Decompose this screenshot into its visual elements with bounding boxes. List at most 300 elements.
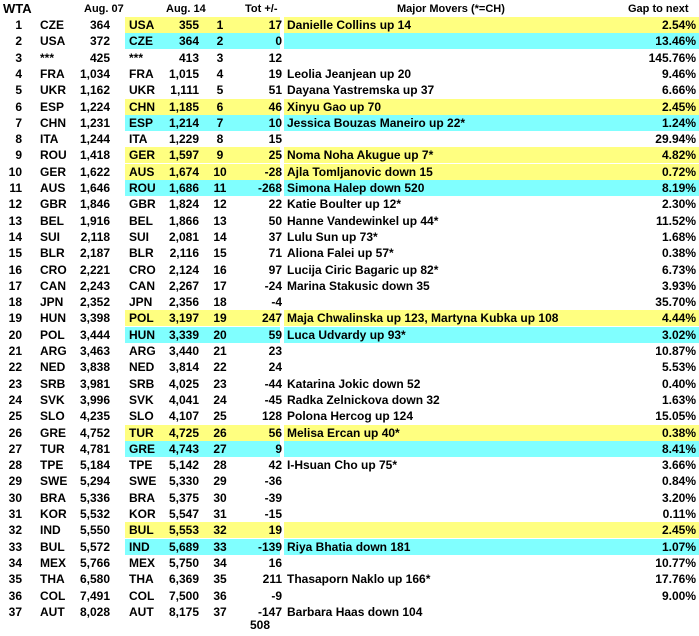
country-aug14-cell: SRB xyxy=(129,376,155,391)
major-mover-cell xyxy=(287,473,627,489)
country-aug14-cell: JPN xyxy=(129,295,153,310)
gap-to-next-cell: 35.70% xyxy=(655,295,696,310)
rank-aug14-cell: 31 xyxy=(213,507,227,521)
country-aug07-cell: SLO xyxy=(40,409,65,424)
country-aug14-cell: GRE xyxy=(129,441,156,456)
country-aug07-cell: GRE xyxy=(40,425,67,440)
table-row xyxy=(0,196,699,212)
gap-to-next-cell: 10.77% xyxy=(655,555,696,570)
points-aug07-cell: 3,398 xyxy=(79,311,110,326)
country-aug14-cell: ITA xyxy=(129,132,148,147)
country-aug07-cell: JPN xyxy=(40,295,64,310)
points-aug14-cell: 1,866 xyxy=(168,213,199,228)
header-tot: Tot +/- xyxy=(245,3,278,15)
rank-aug14-cell: 7 xyxy=(216,115,224,130)
points-aug07-cell: 3,996 xyxy=(79,392,110,407)
rank-aug14-cell: 36 xyxy=(213,588,227,603)
rank-cell: 16 xyxy=(8,262,22,277)
gap-to-next-cell: 8.41% xyxy=(661,441,696,456)
country-aug07-cell: ROU xyxy=(40,148,67,163)
rank-cell: 26 xyxy=(8,425,22,440)
rank-aug14-cell: 33 xyxy=(213,539,227,554)
table-row xyxy=(0,490,699,506)
country-aug07-cell: NED xyxy=(40,360,66,375)
gap-to-next-cell: 1.68% xyxy=(661,229,696,244)
rank-cell: 11 xyxy=(9,181,22,195)
total-change-cell: -36 xyxy=(264,474,282,489)
points-aug14-cell: 413 xyxy=(178,50,199,65)
country-aug07-cell: SUI xyxy=(40,229,61,244)
table-row xyxy=(0,278,699,294)
rank-cell: 10 xyxy=(8,164,22,179)
points-aug14-cell: 1,674 xyxy=(168,164,199,179)
points-aug14-cell: 2,124 xyxy=(168,262,199,277)
points-aug14-cell: 1,111 xyxy=(170,83,199,98)
major-mover-cell: Noma Noha Akugue up 7* xyxy=(287,148,434,163)
points-aug07-cell: 2,243 xyxy=(79,278,110,293)
total-change-cell: 56 xyxy=(268,425,282,440)
gap-to-next-cell: 6.66% xyxy=(661,83,696,98)
country-aug14-cell: MEX xyxy=(129,555,156,570)
gap-to-next-cell: 10.87% xyxy=(655,344,696,358)
country-aug07-cell: CAN xyxy=(40,278,66,293)
table-row xyxy=(0,310,699,326)
major-mover-cell: Katie Boulter up 12* xyxy=(287,197,402,212)
table-row xyxy=(0,17,699,33)
table-row xyxy=(0,522,699,538)
country-aug14-cell: CZE xyxy=(129,34,153,49)
country-aug14-cell: CRO xyxy=(129,262,156,277)
gap-to-next-cell: 1.07% xyxy=(661,539,696,554)
country-aug07-cell: GER xyxy=(40,164,67,179)
gap-to-next-cell: 13.46% xyxy=(655,34,696,49)
total-change-cell: 19 xyxy=(268,523,282,538)
table-row xyxy=(0,343,699,359)
points-aug07-cell: 1,231 xyxy=(79,115,110,130)
rank-cell: 21 xyxy=(8,344,22,358)
major-mover-cell: Radka Zelnickova down 32 xyxy=(287,392,440,407)
country-aug07-cell: AUT xyxy=(40,604,65,619)
total-change-cell: 25 xyxy=(268,148,282,163)
country-aug14-cell: HUN xyxy=(129,327,155,342)
table-row xyxy=(0,33,699,49)
table-row xyxy=(0,539,699,555)
country-aug07-cell: TPE xyxy=(40,458,64,473)
rank-cell: 30 xyxy=(8,490,22,505)
rank-aug14-cell: 19 xyxy=(213,311,227,326)
points-aug14-cell: 1,015 xyxy=(168,66,199,81)
gap-to-next-cell: 4.82% xyxy=(661,148,696,163)
points-aug07-cell: 372 xyxy=(89,34,110,49)
points-aug14-cell: 5,375 xyxy=(168,490,199,505)
country-aug14-cell: CAN xyxy=(129,278,155,293)
gap-to-next-cell: 2.54% xyxy=(661,18,696,32)
rank-aug14-cell: 9 xyxy=(216,148,224,163)
points-aug07-cell: 2,118 xyxy=(80,229,110,244)
country-aug07-cell: GBR xyxy=(40,197,67,212)
points-aug07-cell: 2,221 xyxy=(79,262,110,277)
points-aug14-cell: 3,339 xyxy=(168,327,199,342)
rank-cell: 4 xyxy=(15,66,22,81)
country-aug14-cell: KOR xyxy=(129,507,156,521)
total-change-cell: 51 xyxy=(268,83,282,98)
gap-to-next-cell: 145.76% xyxy=(648,50,696,65)
rank-aug14-cell: 28 xyxy=(213,458,227,473)
major-mover-cell xyxy=(287,506,627,522)
points-aug07-cell: 4,752 xyxy=(79,425,110,440)
total-change-cell: -15 xyxy=(264,507,282,521)
points-aug14-cell: 3,197 xyxy=(168,311,199,326)
country-aug07-cell: KOR xyxy=(40,507,67,521)
country-aug14-cell: SVK xyxy=(129,392,154,407)
country-aug07-cell: BRA xyxy=(40,490,66,505)
major-mover-cell: I-Hsuan Cho up 75* xyxy=(287,458,398,473)
points-aug07-cell: 1,244 xyxy=(79,132,110,147)
major-mover-cell xyxy=(287,343,627,359)
total-change-cell: 71 xyxy=(268,246,282,261)
gap-to-next-cell: 17.76% xyxy=(655,572,696,587)
gap-to-next-cell: 4.44% xyxy=(661,311,696,326)
points-aug14-cell: 8,175 xyxy=(168,604,199,619)
table-row xyxy=(0,164,699,180)
country-aug14-cell: ARG xyxy=(129,344,156,358)
header-aug14: Aug. 14 xyxy=(166,3,206,15)
rank-aug14-cell: 25 xyxy=(213,409,227,424)
points-aug14-cell: 2,116 xyxy=(169,246,199,261)
country-aug07-cell: IND xyxy=(40,523,61,538)
gap-to-next-cell: 3.93% xyxy=(661,278,696,293)
rank-cell: 34 xyxy=(8,555,22,570)
gap-to-next-cell: 6.73% xyxy=(661,262,696,277)
country-aug14-cell: POL xyxy=(129,311,154,326)
total-change-cell: -4 xyxy=(271,295,282,310)
country-aug07-cell: *** xyxy=(40,50,55,65)
country-aug07-cell: AUS xyxy=(40,181,66,195)
country-aug07-cell: SVK xyxy=(40,392,65,407)
points-aug07-cell: 1,418 xyxy=(79,148,110,163)
points-aug14-cell: 2,267 xyxy=(168,278,199,293)
table-row xyxy=(0,66,699,82)
points-aug14-cell: 1,229 xyxy=(168,132,199,147)
rank-aug14-cell: 6 xyxy=(216,99,224,114)
rank-cell: 3 xyxy=(15,50,22,65)
gap-to-next-cell: 0.38% xyxy=(661,246,696,261)
country-aug07-cell: ITA xyxy=(40,132,59,147)
rank-aug14-cell: 16 xyxy=(213,262,227,277)
country-aug14-cell: TUR xyxy=(129,425,154,440)
rank-aug14-cell: 22 xyxy=(213,360,227,375)
points-aug14-cell: 2,081 xyxy=(168,229,199,244)
total-change-cell: 10 xyxy=(268,115,282,130)
rank-cell: 7 xyxy=(15,115,22,130)
gap-to-next-cell: 15.05% xyxy=(655,409,696,424)
table-row xyxy=(0,294,699,310)
country-aug14-cell: FRA xyxy=(129,66,154,81)
table-row xyxy=(0,99,699,115)
total-change-cell: 12 xyxy=(268,50,282,65)
major-mover-cell: Luca Udvardy up 93* xyxy=(287,327,406,342)
rank-cell: 31 xyxy=(8,507,22,521)
total-change-cell: 22 xyxy=(268,197,282,212)
total-change-cell: 16 xyxy=(268,555,282,570)
table-row xyxy=(0,147,699,163)
points-aug14-cell: 364 xyxy=(178,34,199,49)
country-aug07-cell: SRB xyxy=(40,376,66,391)
points-aug14-cell: 2,356 xyxy=(168,295,199,310)
rank-aug14-cell: 30 xyxy=(213,490,227,505)
country-aug14-cell: GER xyxy=(129,148,156,163)
major-mover-cell: Hanne Vandewinkel up 44* xyxy=(287,213,439,228)
total-change-cell: 46 xyxy=(268,99,282,114)
rank-cell: 24 xyxy=(8,392,22,407)
country-aug07-cell: UKR xyxy=(40,83,66,98)
country-aug14-cell: CHN xyxy=(129,99,155,114)
major-mover-cell: Xinyu Gao up 70 xyxy=(287,99,382,114)
points-aug07-cell: 5,572 xyxy=(79,539,110,554)
rank-cell: 33 xyxy=(8,539,22,554)
country-aug14-cell: USA xyxy=(129,18,155,32)
total-change-cell: -24 xyxy=(264,278,282,293)
points-aug07-cell: 6,580 xyxy=(79,572,110,587)
points-aug14-cell: 3,440 xyxy=(168,344,199,358)
points-aug07-cell: 1,846 xyxy=(79,197,110,212)
rank-cell: 25 xyxy=(8,409,22,424)
rank-aug14-cell: 8 xyxy=(216,132,224,147)
rank-cell: 37 xyxy=(8,604,22,619)
points-aug07-cell: 5,766 xyxy=(79,555,110,570)
rank-aug14-cell: 13 xyxy=(213,213,227,228)
header-movers: Major Movers (*=CH) xyxy=(397,3,505,15)
points-aug07-cell: 1,224 xyxy=(79,99,110,114)
gap-to-next-cell xyxy=(630,604,696,620)
rank-aug14-cell: 35 xyxy=(213,572,227,587)
header-aug07: Aug. 07 xyxy=(84,3,124,15)
table-row xyxy=(0,376,699,392)
table-row xyxy=(0,441,699,457)
gap-to-next-cell: 29.94% xyxy=(655,132,696,147)
header-gap: Gap to next xyxy=(628,3,689,15)
total-change-cell: -28 xyxy=(264,164,282,179)
gap-to-next-cell: 0.72% xyxy=(661,164,696,179)
major-mover-cell: Riya Bhatia down 181 xyxy=(287,539,411,554)
gap-to-next-cell: 0.11% xyxy=(662,507,696,521)
total-change-cell: 9 xyxy=(275,441,282,456)
points-aug14-cell: 1,824 xyxy=(168,197,199,212)
total-change-cell: -9 xyxy=(271,588,282,603)
country-aug14-cell: ESP xyxy=(129,115,154,130)
table-row xyxy=(0,213,699,229)
points-aug14-cell: 4,107 xyxy=(168,409,199,424)
table-row xyxy=(0,457,699,473)
total-change-cell: 17 xyxy=(268,18,282,32)
major-mover-cell xyxy=(287,50,627,66)
country-aug14-cell: AUS xyxy=(129,164,155,179)
rank-cell: 27 xyxy=(8,441,22,456)
country-aug07-cell: FRA xyxy=(40,66,65,81)
total-change-cell: 97 xyxy=(268,262,282,277)
country-aug07-cell: HUN xyxy=(40,311,66,326)
country-aug14-cell: *** xyxy=(129,50,144,65)
gap-to-next-cell: 3.02% xyxy=(661,327,696,342)
points-aug07-cell: 8,028 xyxy=(79,604,110,619)
points-aug07-cell: 2,187 xyxy=(79,246,110,261)
gap-to-next-cell: 9.46% xyxy=(661,66,696,81)
rank-aug14-cell: 20 xyxy=(213,327,227,342)
points-aug14-cell: 5,330 xyxy=(168,474,199,489)
rank-aug14-cell: 5 xyxy=(216,83,224,98)
total-change-cell: 50 xyxy=(268,213,282,228)
major-mover-cell: Katarina Jokic down 52 xyxy=(287,376,421,391)
total-change-cell: 42 xyxy=(268,458,282,473)
country-aug14-cell: NED xyxy=(129,360,155,375)
rank-aug14-cell: 21 xyxy=(213,344,227,358)
points-aug14-cell: 7,500 xyxy=(168,588,199,603)
rank-cell: 36 xyxy=(8,588,22,603)
gap-to-next-cell: 5.53% xyxy=(661,360,696,375)
points-aug07-cell: 3,444 xyxy=(79,327,110,342)
points-aug07-cell: 4,781 xyxy=(79,441,110,456)
gap-to-next-cell: 0.40% xyxy=(661,376,696,391)
total-value: 508 xyxy=(250,618,271,632)
rank-aug14-cell: 37 xyxy=(213,604,227,619)
points-aug07-cell: 1,646 xyxy=(79,181,110,195)
country-aug14-cell: ROU xyxy=(129,181,156,195)
country-aug07-cell: MEX xyxy=(40,555,67,570)
total-change-cell: 211 xyxy=(262,572,282,587)
country-aug14-cell: SWE xyxy=(129,474,157,489)
table-row xyxy=(0,180,699,196)
rank-aug14-cell: 2 xyxy=(216,34,224,49)
rank-cell: 1 xyxy=(15,18,22,32)
points-aug07-cell: 1,162 xyxy=(79,83,110,98)
total-change-cell: 0 xyxy=(275,34,282,49)
rank-cell: 28 xyxy=(8,458,22,473)
major-mover-cell: Danielle Collins up 14 xyxy=(287,18,412,32)
points-aug07-cell: 425 xyxy=(89,50,110,65)
rank-aug14-cell: 24 xyxy=(213,392,227,407)
country-aug14-cell: BUL xyxy=(129,523,154,538)
points-aug14-cell: 1,686 xyxy=(168,181,199,195)
table-row xyxy=(0,604,699,620)
gap-to-next-cell: 11.52% xyxy=(655,213,696,228)
points-aug14-cell: 4,725 xyxy=(168,425,199,440)
gap-to-next-cell: 2.45% xyxy=(661,523,696,538)
major-mover-cell: Polona Hercog up 124 xyxy=(287,409,414,424)
rank-cell: 19 xyxy=(8,311,22,326)
major-mover-cell xyxy=(287,490,627,506)
points-aug07-cell: 5,184 xyxy=(79,458,110,473)
points-aug07-cell: 1,034 xyxy=(79,66,110,81)
major-mover-cell: Lucija Ciric Bagaric up 82* xyxy=(287,262,439,277)
major-mover-cell: Thasaporn Naklo up 166* xyxy=(287,572,431,587)
points-aug14-cell: 5,142 xyxy=(168,458,199,473)
major-mover-cell: Lulu Sun up 73* xyxy=(287,229,378,244)
rank-aug14-cell: 3 xyxy=(216,50,224,65)
gap-to-next-cell: 1.24% xyxy=(661,115,696,130)
country-aug07-cell: POL xyxy=(40,327,65,342)
points-aug07-cell: 3,463 xyxy=(79,344,110,358)
country-aug14-cell: COL xyxy=(129,588,155,603)
total-change-cell: 59 xyxy=(268,327,282,342)
points-aug07-cell: 4,235 xyxy=(79,409,110,424)
points-aug07-cell: 3,981 xyxy=(79,376,110,391)
country-aug14-cell: TPE xyxy=(129,458,153,473)
points-aug14-cell: 6,369 xyxy=(168,572,199,587)
points-aug07-cell: 7,491 xyxy=(79,588,110,603)
points-aug14-cell: 5,553 xyxy=(168,523,199,538)
rank-cell: 13 xyxy=(8,213,22,228)
gap-to-next-cell: 9.00% xyxy=(661,588,696,603)
major-mover-cell xyxy=(287,555,627,571)
rank-cell: 8 xyxy=(15,132,22,147)
rank-cell: 20 xyxy=(8,327,22,342)
total-change-cell: 19 xyxy=(268,66,282,81)
rank-cell: 32 xyxy=(8,523,22,538)
major-mover-cell xyxy=(287,294,627,310)
rank-cell: 22 xyxy=(8,360,22,375)
rank-cell: 2 xyxy=(15,34,22,49)
major-mover-cell: Dayana Yastremska up 37 xyxy=(287,83,435,98)
country-aug14-cell: GBR xyxy=(129,197,156,212)
rank-cell: 9 xyxy=(15,148,22,163)
table-row xyxy=(0,588,699,604)
total-change-cell: 247 xyxy=(261,311,282,326)
table-row xyxy=(0,229,699,245)
country-aug14-cell: SUI xyxy=(129,229,150,244)
total-change-cell: -268 xyxy=(257,181,282,195)
gap-to-next-cell: 2.30% xyxy=(661,197,696,212)
table-row xyxy=(0,555,699,571)
points-aug07-cell: 5,294 xyxy=(79,474,110,489)
total-change-cell: -39 xyxy=(264,490,282,505)
country-aug07-cell: THA xyxy=(40,572,65,587)
points-aug07-cell: 5,336 xyxy=(79,490,110,505)
header-wta: WTA xyxy=(3,1,32,16)
table-row xyxy=(0,50,699,66)
major-mover-cell xyxy=(287,33,627,49)
total-change-cell: 37 xyxy=(268,229,282,244)
country-aug07-cell: SWE xyxy=(40,474,68,489)
rank-cell: 15 xyxy=(8,246,22,261)
points-aug07-cell: 1,916 xyxy=(79,213,110,228)
points-aug14-cell: 4,743 xyxy=(168,441,199,456)
major-mover-cell: Barbara Haas down 104 xyxy=(287,604,423,619)
major-mover-cell: Aliona Falei up 57* xyxy=(287,246,394,261)
major-mover-cell xyxy=(287,359,627,375)
country-aug07-cell: CRO xyxy=(40,262,67,277)
country-aug07-cell: BUL xyxy=(40,539,65,554)
table-row xyxy=(0,571,699,587)
gap-to-next-cell: 8.19% xyxy=(661,181,696,195)
country-aug07-cell: COL xyxy=(40,588,66,603)
points-aug14-cell: 1,185 xyxy=(168,99,199,114)
major-mover-cell: Maja Chwalinska up 123, Martyna Kubka up 108 xyxy=(287,311,559,326)
gap-to-next-cell: 2.45% xyxy=(661,99,696,114)
table-row xyxy=(0,408,699,424)
points-aug07-cell: 2,352 xyxy=(79,295,110,310)
table-row xyxy=(0,473,699,489)
total-change-cell: 24 xyxy=(268,360,282,375)
points-aug07-cell: 3,838 xyxy=(79,360,110,375)
rank-aug14-cell: 34 xyxy=(213,555,227,570)
table-row xyxy=(0,245,699,261)
country-aug07-cell: CZE xyxy=(40,18,64,32)
country-aug07-cell: USA xyxy=(40,34,66,49)
rank-aug14-cell: 17 xyxy=(213,278,227,293)
total-change-cell: -44 xyxy=(264,376,282,391)
gap-to-next-cell: 1.63% xyxy=(661,392,696,407)
total-change-cell: -147 xyxy=(257,604,282,619)
